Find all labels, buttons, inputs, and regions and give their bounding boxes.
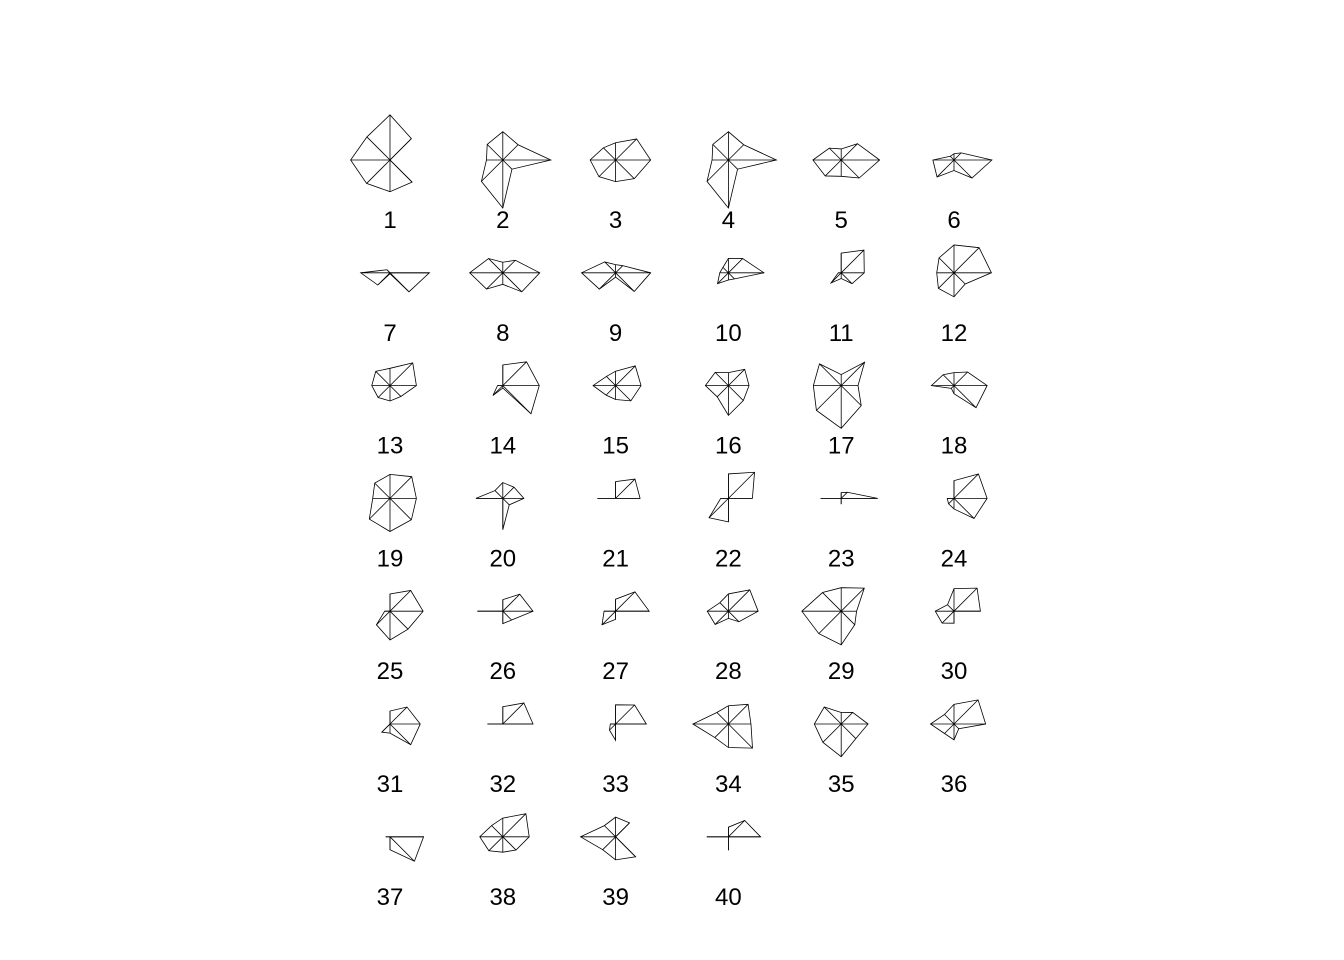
star-spoke-31-8 — [390, 724, 411, 745]
star-spoke-5-6 — [825, 160, 841, 176]
star-spoke-38-6 — [489, 837, 503, 851]
star-label-29: 29 — [827, 658, 855, 686]
star-spoke-10-2 — [728, 259, 742, 273]
star-glyph-15 — [593, 366, 641, 460]
star-outline-20 — [476, 483, 524, 530]
star-glyph-30 — [935, 588, 980, 685]
star-spoke-9-2 — [616, 266, 623, 273]
star-spoke-6-6 — [937, 160, 954, 177]
star-label-35: 35 — [827, 771, 855, 798]
star-spoke-39-4 — [604, 826, 615, 837]
star-spoke-13-8 — [390, 386, 401, 397]
star-outline-37 — [386, 837, 424, 861]
star-label-40: 40 — [715, 883, 742, 911]
star-outline-9 — [582, 262, 651, 292]
star-spoke-2-6 — [481, 160, 502, 181]
star-glyph-11 — [829, 250, 865, 347]
star-spoke-35-8 — [841, 724, 856, 739]
star-label-9: 9 — [608, 319, 623, 347]
star-glyph-37 — [377, 837, 424, 911]
star-label-22: 22 — [715, 545, 742, 573]
star-spoke-20-4 — [495, 491, 503, 499]
star-glyph-10 — [715, 258, 764, 346]
star-label-27: 27 — [602, 658, 629, 686]
star-spoke-35-6 — [823, 724, 841, 742]
star-outline-10 — [718, 258, 764, 283]
star-spoke-31-2 — [390, 707, 407, 724]
star-spoke-12-8 — [954, 273, 965, 284]
star-label-18: 18 — [940, 432, 968, 460]
star-spoke-28-4 — [720, 603, 728, 611]
star-label-4: 4 — [721, 207, 736, 234]
star-outline-5 — [813, 144, 880, 178]
star-glyph-7 — [361, 270, 430, 347]
star-spoke-10-8 — [728, 273, 734, 279]
star-label-34: 34 — [715, 771, 742, 798]
star-spoke-27-2 — [616, 592, 635, 611]
star-label-17: 17 — [827, 432, 855, 460]
star-label-28: 28 — [715, 658, 742, 686]
star-glyph-23 — [821, 492, 878, 572]
star-spoke-19-4 — [375, 483, 390, 498]
star-spoke-16-4 — [715, 372, 728, 385]
star-spoke-17-4 — [819, 364, 841, 386]
star-outline-14 — [493, 362, 539, 414]
star-glyph-24 — [941, 474, 987, 572]
star-spoke-30-6 — [942, 611, 954, 623]
star-spoke-20-2 — [503, 487, 514, 498]
star-outline-39 — [581, 817, 636, 860]
star-spoke-23-2 — [841, 492, 847, 498]
star-spoke-4-8 — [728, 160, 737, 169]
star-glyph-3 — [590, 139, 650, 234]
star-spoke-24-8 — [954, 498, 974, 518]
star-spoke-34-8 — [728, 724, 752, 748]
star-label-15: 15 — [602, 432, 629, 460]
star-glyph-4 — [707, 132, 776, 234]
star-label-12: 12 — [940, 319, 968, 347]
star-glyph-18 — [931, 372, 987, 460]
star-spoke-3-6 — [599, 160, 616, 177]
star-outline-19 — [369, 474, 416, 531]
star-label-37: 37 — [376, 883, 404, 911]
star-spoke-1-4 — [367, 137, 390, 160]
star-label-13: 13 — [376, 432, 404, 460]
star-glyph-1 — [351, 115, 412, 234]
star-spoke-6-8 — [954, 160, 972, 178]
star-spoke-2-4 — [487, 144, 503, 160]
star-spoke-3-8 — [616, 160, 635, 179]
star-glyph-34 — [693, 704, 753, 798]
star-glyph-25 — [376, 591, 423, 686]
star-label-3: 3 — [608, 207, 623, 234]
star-label-19: 19 — [376, 545, 404, 573]
star-outline-27 — [602, 592, 649, 625]
star-label-23: 23 — [827, 545, 855, 573]
star-spoke-9-6 — [599, 273, 615, 289]
star-glyph-20 — [476, 483, 524, 573]
star-spoke-38-8 — [503, 837, 516, 850]
star-glyph-21 — [597, 479, 640, 572]
star-spoke-35-2 — [841, 712, 853, 724]
star-outline-30 — [935, 588, 980, 623]
star-spoke-15-4 — [606, 376, 615, 385]
star-label-30: 30 — [940, 658, 968, 686]
star-spoke-16-8 — [728, 386, 743, 401]
star-spoke-15-6 — [606, 386, 616, 396]
star-glyph-31 — [377, 707, 421, 798]
star-spoke-28-6 — [715, 611, 728, 624]
star-label-21: 21 — [602, 545, 629, 573]
star-spoke-13-4 — [376, 371, 390, 385]
star-glyph-29 — [802, 588, 864, 686]
star-glyph-27 — [602, 592, 649, 685]
star-spoke-4-6 — [707, 160, 728, 181]
star-glyph-19 — [369, 474, 416, 572]
star-spoke-8-8 — [503, 273, 522, 292]
star-spoke-16-6 — [717, 386, 728, 397]
star-spoke-34-2 — [728, 704, 748, 724]
star-spoke-10-4 — [723, 267, 728, 272]
star-spoke-29-8 — [841, 611, 855, 625]
star-glyph-8 — [470, 259, 540, 347]
star-spoke-20-8 — [503, 498, 509, 504]
star-label-38: 38 — [489, 883, 517, 911]
star-spoke-18-6 — [951, 386, 954, 389]
star-spoke-18-4 — [943, 375, 954, 386]
star-glyph-12 — [937, 245, 992, 347]
star-spoke-34-4 — [717, 712, 729, 724]
star-outline-23 — [821, 492, 878, 504]
star-spoke-12-4 — [939, 258, 954, 273]
star-spoke-29-6 — [819, 611, 841, 633]
star-glyph-33 — [602, 705, 646, 798]
star-label-6: 6 — [947, 207, 961, 234]
star-spoke-5-4 — [829, 148, 841, 160]
star-label-20: 20 — [489, 545, 517, 573]
star-spoke-26-8 — [503, 611, 512, 620]
star-glyph-38 — [480, 814, 529, 911]
star-spoke-40-2 — [728, 821, 744, 837]
star-outline-6 — [933, 153, 992, 178]
star-label-36: 36 — [940, 771, 968, 798]
star-label-32: 32 — [489, 771, 517, 798]
star-spoke-9-8 — [616, 273, 635, 292]
star-label-7: 7 — [383, 319, 397, 347]
star-label-11: 11 — [828, 319, 854, 347]
star-spoke-11-8 — [841, 273, 852, 284]
star-glyph-26 — [477, 594, 533, 685]
star-outline-32 — [487, 703, 533, 724]
star-label-26: 26 — [489, 658, 517, 686]
star-glyph-22 — [709, 472, 754, 572]
star-glyph-6 — [933, 153, 992, 234]
star-label-8: 8 — [496, 319, 510, 347]
star-glyph-35 — [814, 707, 868, 798]
star-label-25: 25 — [376, 658, 404, 686]
star-glyph-5 — [813, 144, 880, 234]
star-glyph-16 — [705, 369, 749, 459]
star-outline-2 — [481, 132, 550, 208]
star-outline-29 — [802, 588, 864, 645]
star-spoke-4-4 — [713, 144, 729, 160]
star-spoke-25-8 — [390, 611, 408, 629]
star-spoke-13-6 — [378, 386, 390, 398]
star-spoke-30-2 — [954, 588, 977, 611]
star-spoke-33-2 — [616, 705, 635, 724]
star-spoke-6-4 — [950, 156, 954, 160]
star-label-10: 10 — [715, 319, 742, 347]
star-outline-18 — [931, 372, 987, 408]
star-glyph-28 — [707, 590, 758, 685]
star-spoke-22-2 — [728, 472, 754, 498]
star-spoke-36-6 — [945, 724, 955, 734]
star-spoke-12-6 — [938, 273, 954, 289]
star-outline-4 — [707, 132, 776, 208]
star-spoke-21-2 — [616, 479, 635, 498]
star-spoke-18-8 — [954, 386, 976, 408]
star-spoke-19-2 — [390, 477, 412, 499]
star-outline-40 — [707, 821, 761, 851]
star-glyph-17 — [813, 362, 864, 459]
star-spoke-2-8 — [503, 160, 512, 169]
star-spoke-4-2 — [728, 145, 743, 160]
star-glyph-2 — [481, 132, 550, 234]
star-glyph-39 — [581, 817, 636, 911]
star-spoke-1-6 — [367, 160, 390, 183]
star-label-14: 14 — [489, 432, 517, 460]
star-label-16: 16 — [715, 432, 742, 460]
star-spoke-36-4 — [945, 715, 955, 725]
star-label-2: 2 — [496, 207, 510, 234]
star-label-1: 1 — [383, 207, 397, 234]
star-outline-15 — [593, 366, 641, 401]
star-spoke-17-6 — [816, 386, 841, 411]
star-label-5: 5 — [834, 207, 848, 234]
star-outline-1 — [351, 115, 412, 192]
star-spoke-2-2 — [503, 145, 518, 160]
star-spoke-15-8 — [616, 386, 631, 401]
star-label-31: 31 — [376, 771, 404, 798]
star-outline-34 — [693, 704, 753, 748]
star-outline-17 — [813, 362, 864, 428]
star-glyph-13 — [372, 363, 417, 460]
star-spoke-13-2 — [390, 363, 413, 386]
star-label-39: 39 — [602, 883, 629, 911]
star-glyph-40 — [707, 821, 761, 911]
star-label-24: 24 — [940, 545, 968, 573]
star-spoke-11-2 — [841, 250, 864, 273]
star-outline-12 — [937, 245, 992, 297]
star-spoke-39-6 — [603, 837, 616, 850]
star-outline-38 — [480, 814, 529, 852]
star-outline-25 — [376, 591, 423, 641]
star-spoke-30-4 — [948, 605, 954, 611]
star-spoke-3-4 — [603, 148, 615, 160]
star-spoke-24-6 — [949, 498, 954, 503]
star-outline-16 — [705, 369, 749, 415]
star-glyph-9 — [582, 262, 651, 347]
star-spoke-34-6 — [715, 724, 729, 738]
star-spoke-29-4 — [823, 593, 842, 612]
star-glyph-36 — [930, 700, 985, 798]
star-label-33: 33 — [602, 771, 629, 798]
star-spoke-19-8 — [390, 498, 411, 519]
star-spoke-36-8 — [954, 724, 959, 729]
star-glyph-32 — [487, 703, 533, 798]
star-spoke-37-8 — [390, 837, 414, 861]
star-glyph-14 — [489, 362, 539, 460]
star-spoke-5-8 — [841, 160, 859, 178]
star-spoke-38-4 — [492, 826, 503, 837]
star-outline-33 — [609, 705, 646, 741]
star-spoke-12-2 — [954, 248, 979, 273]
star-outline-22 — [709, 472, 754, 522]
star-spoke-14-2 — [503, 362, 527, 386]
star-spoke-18-2 — [954, 372, 968, 386]
